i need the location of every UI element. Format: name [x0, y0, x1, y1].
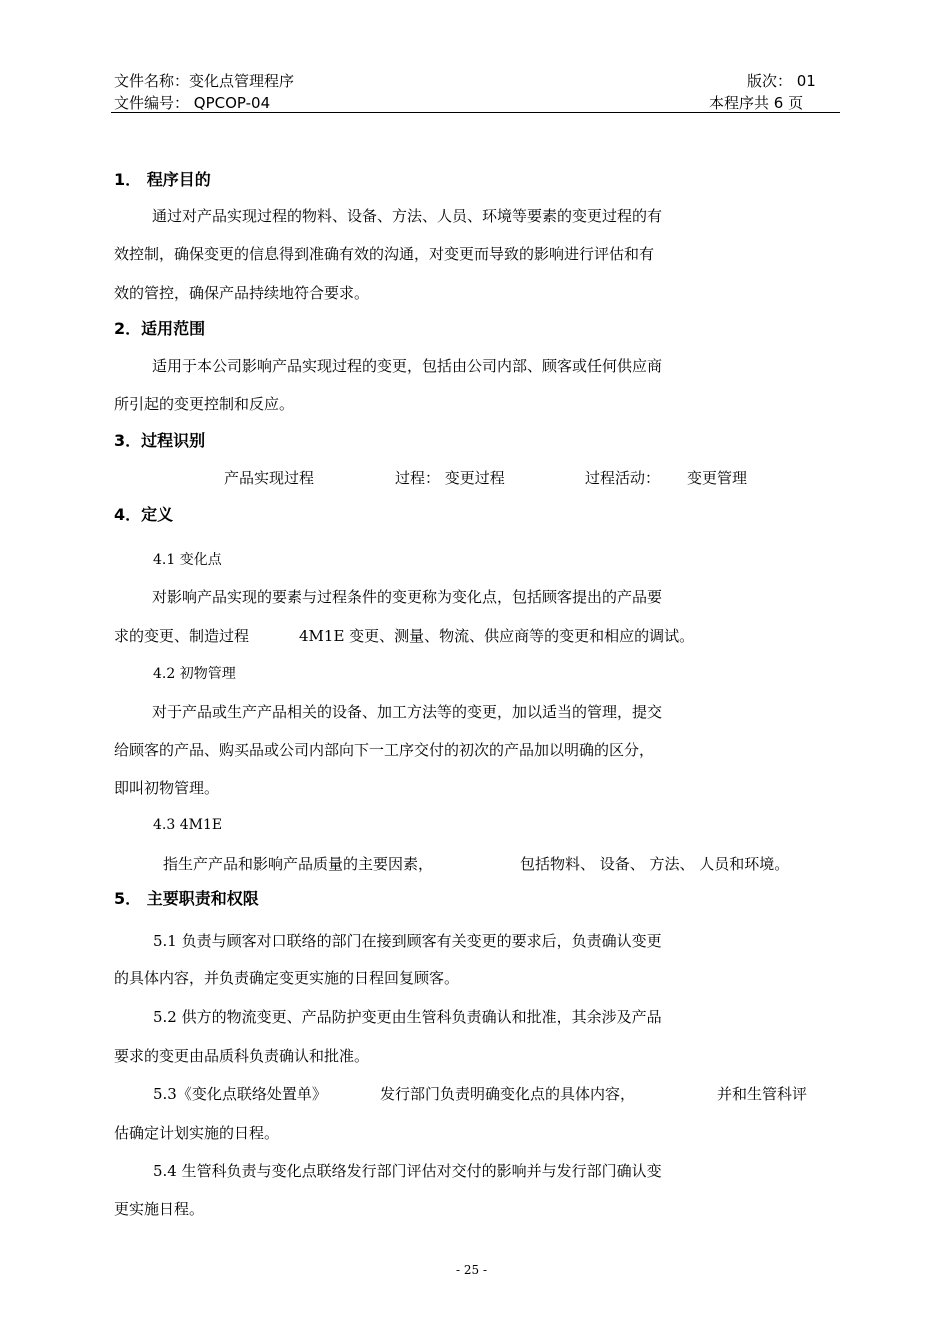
def-4-3-line-1a: 指生产产品和影响产品质量的主要因素， — [163, 855, 434, 873]
process-activity-label: 过程活动： — [585, 469, 661, 487]
def-4-3-line-1b: 包括物料、 设备、 方法、 人员和环境。 — [520, 855, 790, 873]
resp-5-1-line-1: 5.1 负责与顾客对口联络的部门在接到顾客有关变更的要求后，负责确认变更 — [153, 932, 662, 950]
def-4-1-line-2b: 4M1E 变更、测量、物流、供应商等的变更和相应的调试。 — [299, 627, 695, 645]
def-4-2-line-3: 即叫初物管理。 — [114, 779, 220, 797]
resp-5-2-line-1: 5.2 供方的物流变更、产品防护变更由生管科负责确认和批准，其余涉及产品 — [153, 1008, 662, 1026]
resp-5-3-line-1c: 并和生管科评 — [717, 1085, 808, 1103]
resp-5-3-line-1a: 5.3《变化点联络处置单》 — [153, 1085, 327, 1103]
def-4-1-line-1: 对影响产品实现的要素与过程条件的变更称为变化点，包括顾客提出的产品要 — [152, 588, 663, 606]
s1-line-3: 效的管控，确保产品持续地符合要求。 — [114, 284, 370, 302]
s2-line-1: 适用于本公司影响产品实现过程的变更，包括由公司内部、顾客或任何供应商 — [152, 357, 663, 375]
resp-5-3-line-2: 估确定计划实施的日程。 — [114, 1124, 280, 1142]
resp-5-1-line-2: 的具体内容，并负责确定变更实施的日程回复顾客。 — [114, 969, 460, 987]
resp-5-2-line-2: 要求的变更由品质科负责确认和批准。 — [114, 1047, 370, 1065]
s1-line-2: 效控制，确保变更的信息得到准确有效的沟通，对变更而导致的影响进行评估和有 — [114, 245, 655, 263]
process-label: 过程： 变更过程 — [395, 469, 505, 487]
def-4-2-title: 4.2 初物管理 — [153, 666, 236, 682]
section-3-title: 3．过程识别 — [114, 431, 206, 450]
section-1-title: 1． 程序目的 — [114, 170, 211, 189]
def-4-3-title: 4.3 4M1E — [153, 817, 223, 833]
process-activity-value: 变更管理 — [687, 469, 748, 487]
s2-line-2: 所引起的变更控制和反应。 — [114, 395, 295, 413]
def-4-1-line-2a: 求的变更、制造过程 — [114, 627, 250, 645]
s1-line-1: 通过对产品实现过程的物料、设备、方法、人员、环境等要素的变更过程的有 — [152, 207, 663, 225]
def-4-1-title: 4.1 变化点 — [153, 552, 222, 568]
page-count: 本程序共 6 页 — [709, 94, 804, 112]
resp-5-4-line-1: 5.4 生管科负责与变化点联络发行部门评估对交付的影响并与发行部门确认变 — [153, 1162, 662, 1180]
section-2-title: 2．适用范围 — [114, 319, 206, 338]
doc-name: 文件名称：变化点管理程序 — [114, 72, 295, 90]
doc-version: 版次： 01 — [747, 72, 816, 90]
section-5-title: 5． 主要职责和权限 — [114, 889, 259, 908]
section-4-title: 4．定义 — [114, 505, 174, 524]
header-rule — [111, 112, 840, 113]
process-name: 产品实现过程 — [224, 469, 315, 487]
doc-number: 文件编号： QPCOP-04 — [114, 94, 271, 112]
def-4-2-line-2: 给顾客的产品、购买品或公司内部向下一工序交付的初次的产品加以明确的区分， — [114, 741, 655, 759]
page-number: - 25 - — [456, 1263, 488, 1277]
def-4-2-line-1: 对于产品或生产产品相关的设备、加工方法等的变更，加以适当的管理，提交 — [152, 703, 663, 721]
resp-5-3-line-1b: 发行部门负责明确变化点的具体内容， — [380, 1085, 636, 1103]
resp-5-4-line-2: 更实施日程。 — [114, 1200, 205, 1218]
